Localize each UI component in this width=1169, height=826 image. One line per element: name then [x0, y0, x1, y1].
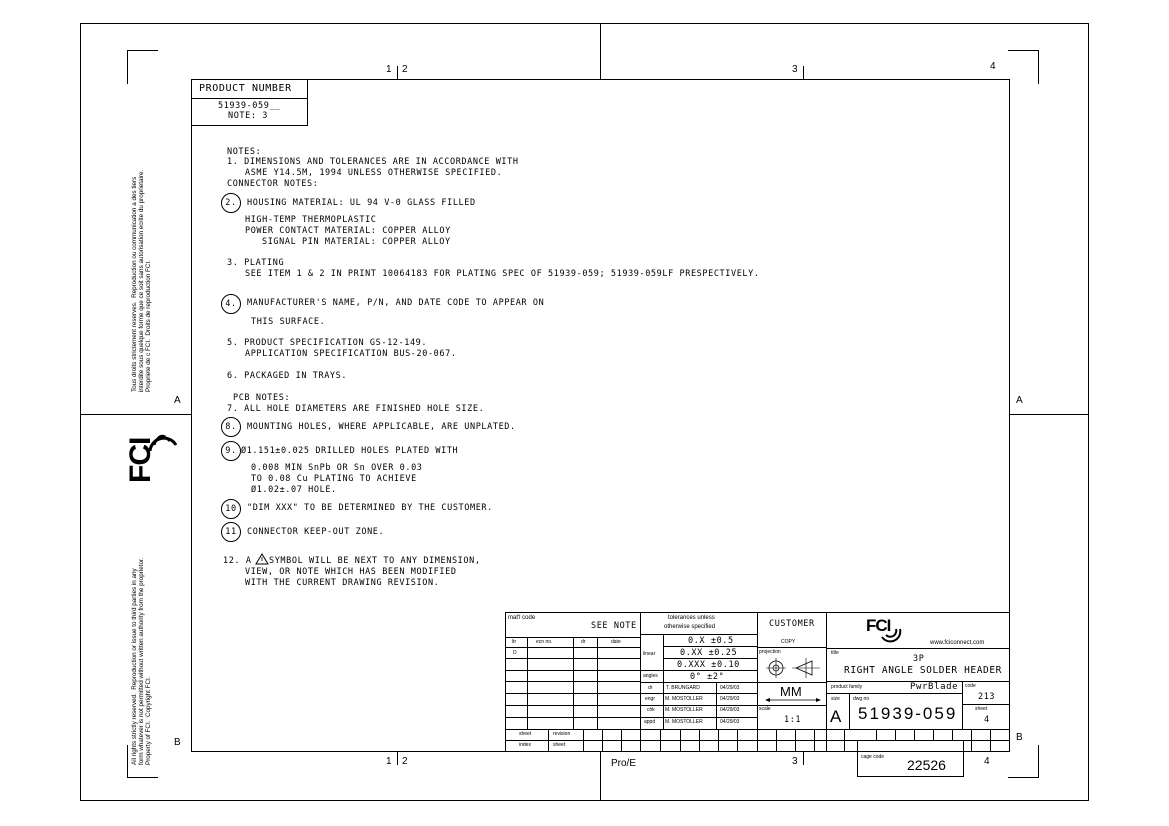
note-1-line-b: ASME Y14.5M, 1994 UNLESS OTHERWISE SPECIFIED. — [245, 168, 503, 178]
zone-label-bottom-4: 4 — [984, 756, 990, 767]
product-number-value: 51939-059__ — [218, 101, 281, 111]
note-4-line-b: THIS SURFACE. — [251, 317, 326, 327]
zone-divider-right — [1009, 414, 1089, 415]
note-8: MOUNTING HOLES, WHERE APPLICABLE, ARE UNPLATED. — [247, 422, 516, 432]
fci-logo-text: FCI — [124, 437, 157, 483]
zone-label-left-b: B — [174, 737, 181, 748]
fci-logo-left — [124, 421, 184, 487]
tb-vline — [795, 729, 796, 752]
tb-vline — [826, 612, 827, 752]
tb-hline — [826, 648, 1010, 649]
tb-hline — [857, 740, 1010, 741]
name-appd: M. MOSTOLLER — [665, 719, 703, 725]
note-4-line-a: MANUFACTURER'S NAME, P/N, AND DATE CODE TO APPEAR ON — [247, 298, 545, 308]
zone-label-right-a: A — [1016, 395, 1023, 406]
role-appd: appd — [644, 719, 656, 725]
fci-logo-waves-icon — [146, 421, 182, 455]
tb-hline — [962, 704, 1010, 705]
rev-header-dr: dr — [581, 639, 586, 645]
linear-label: linear — [643, 651, 656, 657]
sheet-index-label-1: sheet — [519, 731, 532, 737]
projection-label: projection — [759, 649, 781, 655]
tb-hline — [505, 717, 757, 718]
note-6: 6. PACKAGED IN TRAYS. — [227, 371, 348, 381]
legal-notice-english: All rights strictly reserved. Reproduction or issue to third parties in any form whatever is not permitted without written authority from the proprietor. Property of FCI. Copyright FCI. — [131, 557, 153, 765]
note-2-line-a: HOUSING MATERIAL: UL 94 V-0 GLASS FILLED — [247, 198, 476, 208]
tolerance-xx: 0.XX ±0.25 — [680, 648, 738, 658]
tb-hline — [640, 670, 757, 671]
name-dr: T. BRUNGARD — [666, 685, 700, 691]
tb-hline — [640, 705, 757, 706]
rev-header-ecn: ecn no. — [536, 639, 553, 645]
note-5-line-a: 5. PRODUCT SPECIFICATION GS-12-149. — [227, 338, 428, 348]
tolerances-label-2: otherwise specified — [664, 624, 716, 630]
note-2-line-d: SIGNAL PIN MATERIAL: COPPER ALLOY — [262, 237, 451, 247]
matl-code-label: mat'l code — [508, 615, 536, 621]
zone-label-right-b: B — [1016, 732, 1023, 743]
note-9-line-a: Ø1.151±0.025 DRILLED HOLES PLATED WITH — [241, 446, 459, 456]
tb-vline — [602, 729, 603, 752]
role-dr: dr — [648, 685, 653, 691]
note-9-line-c: TO 0.08 Cu PLATING TO ACHIEVE — [251, 474, 417, 484]
product-number-label: PRODUCT NUMBER — [199, 83, 292, 94]
dwg-no-value: 51939-059 — [858, 704, 958, 723]
note-2-line-c: POWER CONTACT MATERIAL: COPPER ALLOY — [245, 226, 451, 236]
tb-hline — [640, 682, 757, 683]
note-11-callout: 11 — [221, 522, 241, 542]
date-chk: 04/29/03 — [720, 707, 740, 713]
size-label: size — [831, 696, 840, 702]
note-2-callout: 2. — [221, 193, 241, 213]
tb-hline — [640, 693, 757, 694]
tb-vline — [776, 729, 777, 752]
tb-hline — [663, 658, 757, 659]
tolerance-angle: 0° ±2° — [690, 672, 725, 682]
tb-vline — [849, 693, 850, 729]
scale-value: 1:1 — [784, 715, 802, 725]
cage-code-value: 22526 — [907, 757, 946, 773]
tb-hline — [505, 740, 857, 741]
zone-label-left-a: A — [174, 395, 181, 406]
note-12-line-c: WITH THE CURRENT DRAWING REVISION. — [245, 578, 440, 588]
connector-notes-header: CONNECTOR NOTES: — [227, 179, 319, 189]
website-label: www.fciconnect.com — [930, 640, 985, 646]
sheet-index-label-4: sheet — [553, 742, 566, 748]
tb-vline — [527, 637, 528, 729]
dwg-no-label: dwg no — [853, 696, 870, 702]
tb-vline — [573, 637, 574, 729]
zone-tick — [803, 752, 804, 765]
tb-hline — [826, 693, 962, 694]
notes-header: NOTES: — [227, 147, 262, 157]
cage-code-box-right — [963, 740, 964, 752]
rev-header-date: date — [611, 639, 621, 645]
note-9-line-d: Ø1.02±.07 HOLE. — [251, 485, 337, 495]
name-chk: M. MOSTOLLER — [665, 707, 703, 713]
zone-label-bottom-1: 1 — [386, 756, 392, 767]
cage-code-label: cage code — [861, 754, 885, 760]
note-2-line-b: HIGH-TEMP THERMOPLASTIC — [245, 215, 377, 225]
tb-hline — [757, 682, 826, 683]
zone-label-top-4: 4 — [990, 61, 996, 72]
tb-vline — [640, 729, 641, 752]
zone-label-top-2: 2 — [402, 64, 408, 75]
pcb-notes-header: PCB NOTES: — [233, 393, 291, 403]
note-3-line-a: 3. PLATING — [227, 258, 285, 268]
note-12-line-a-prefix: 12. A — [223, 556, 252, 566]
rev-ltr-value: D — [513, 650, 517, 656]
fci-logo-title-waves-icon — [880, 623, 904, 645]
cage-code-box-left — [857, 740, 858, 752]
fci-logo-title — [866, 613, 906, 645]
sheet-index-label-3: index — [519, 742, 531, 748]
code-value: 213 — [978, 692, 996, 702]
note-11: CONNECTOR KEEP-OUT ZONE. — [247, 527, 385, 537]
tb-vline — [583, 729, 584, 752]
note-10-callout: 10 — [221, 499, 241, 519]
tb-hline — [505, 670, 640, 671]
copy-label: COPY — [781, 639, 796, 645]
fci-logo-title-text: FCI — [866, 616, 891, 635]
tb-vline — [737, 729, 738, 752]
zone-divider-left — [80, 414, 192, 415]
product-family-label: product family — [831, 684, 863, 690]
title-line-1: 3P — [913, 654, 925, 664]
sheet-value: 4 — [984, 715, 990, 725]
note-3-line-b: SEE ITEM 1 & 2 IN PRINT 10064183 FOR PLATING SPEC OF 51939-059; 51939-059LF PRESPECTIVELY. — [245, 269, 760, 279]
tb-hline — [505, 693, 640, 694]
note-9-line-b: 0.008 MIN SnPb OR Sn OVER 0.03 — [251, 463, 423, 473]
zone-tick — [803, 66, 804, 79]
tb-vline — [663, 634, 664, 729]
note-5-line-b: APPLICATION SPECIFICATION BUS-20-067. — [245, 349, 457, 359]
date-appd: 04/29/03 — [720, 719, 740, 725]
note-10: "DIM XXX" TO BE DETERMINED BY THE CUSTOMER. — [247, 503, 493, 513]
customer-label: CUSTOMER — [769, 619, 815, 629]
note-12-line-a: SYMBOL WILL BE NEXT TO ANY DIMENSION, — [269, 556, 481, 566]
legal-notice-french: Tous droits strictement reserves. Reproduction ou communication a des tiers interdite sous quelque forme que ce soit sans autorisation ecrite du proprietaire. Propriete de c FCI. Droits de reproduction FCI. — [131, 169, 153, 392]
angles-label: angles — [643, 673, 658, 679]
zone-label-top-1: 1 — [386, 64, 392, 75]
code-label: code — [965, 683, 976, 689]
zone-divider-top — [600, 23, 601, 80]
tb-vline — [680, 729, 681, 752]
tb-vline — [718, 729, 719, 752]
zone-tick — [397, 752, 398, 765]
title-label: title — [831, 650, 839, 656]
tb-hline — [505, 647, 640, 648]
size-value: A — [830, 707, 842, 726]
rev-header-ltr: ltr — [512, 639, 517, 645]
date-engr: 04/29/03 — [720, 696, 740, 702]
tb-vline — [597, 637, 598, 729]
tolerances-label-1: tolerances unless — [668, 615, 715, 621]
date-dr: 04/29/03 — [720, 685, 740, 691]
zone-tick — [397, 66, 398, 79]
role-chk: chk — [647, 707, 655, 713]
sheet-label: sheet — [975, 706, 988, 712]
sheet-index-label-2: revision — [553, 731, 571, 737]
tolerance-x: 0.X ±0.5 — [688, 636, 734, 646]
note-7: 7. ALL HOLE DIAMETERS ARE FINISHED HOLE SIZE. — [227, 404, 485, 414]
tb-vline — [699, 729, 700, 752]
zone-divider-bottom — [600, 752, 601, 801]
tb-hline — [505, 658, 640, 659]
role-engr: engr — [645, 696, 656, 702]
tb-hline — [505, 705, 640, 706]
corner-mark-tl — [127, 50, 158, 84]
zone-label-bottom-3: 3 — [792, 756, 798, 767]
name-engr: M. MOSTOLLER — [665, 696, 703, 702]
product-family-value: PwrBlade — [910, 682, 959, 692]
third-angle-projection-icon — [766, 658, 820, 678]
product-number-divider — [191, 98, 308, 99]
tb-vline — [660, 729, 661, 752]
tb-vline — [844, 729, 845, 752]
tb-vline — [548, 729, 549, 752]
tb-hline — [505, 681, 640, 682]
tb-vline — [621, 729, 622, 752]
tb-hline — [505, 729, 1010, 730]
note-9-callout: 9. — [221, 441, 241, 461]
tolerance-xxx: 0.XXX ±0.10 — [677, 660, 740, 670]
corner-mark-br — [1008, 745, 1039, 778]
revision-triangle-icon — [255, 553, 269, 565]
note-12-line-b: VIEW, OR NOTE WHICH HAS BEEN MODIFIED — [245, 567, 457, 577]
corner-mark-tr — [1008, 50, 1039, 84]
pro-e-label: Pro/E — [611, 758, 637, 769]
scale-label: scale — [759, 706, 771, 712]
tb-vline — [814, 729, 815, 752]
zone-label-bottom-2: 2 — [402, 756, 408, 767]
product-number-note: NOTE: 3 — [228, 111, 269, 121]
tb-hline — [757, 647, 826, 648]
tb-hline — [663, 646, 757, 647]
title-line-2: RIGHT ANGLE SOLDER HEADER — [844, 665, 1002, 676]
tb-vline — [962, 681, 963, 729]
note-1-line-a: 1. DIMENSIONS AND TOLERANCES ARE IN ACCORDANCE WITH — [227, 157, 519, 167]
note-8-callout: 8. — [221, 417, 241, 437]
tb-hline — [640, 634, 757, 635]
units-label: MM — [780, 684, 802, 699]
note-4-callout: 4. — [221, 294, 241, 314]
matl-code-value: SEE NOTE — [591, 621, 637, 631]
zone-label-top-3: 3 — [792, 64, 798, 75]
units-arrow-icon — [765, 697, 821, 703]
